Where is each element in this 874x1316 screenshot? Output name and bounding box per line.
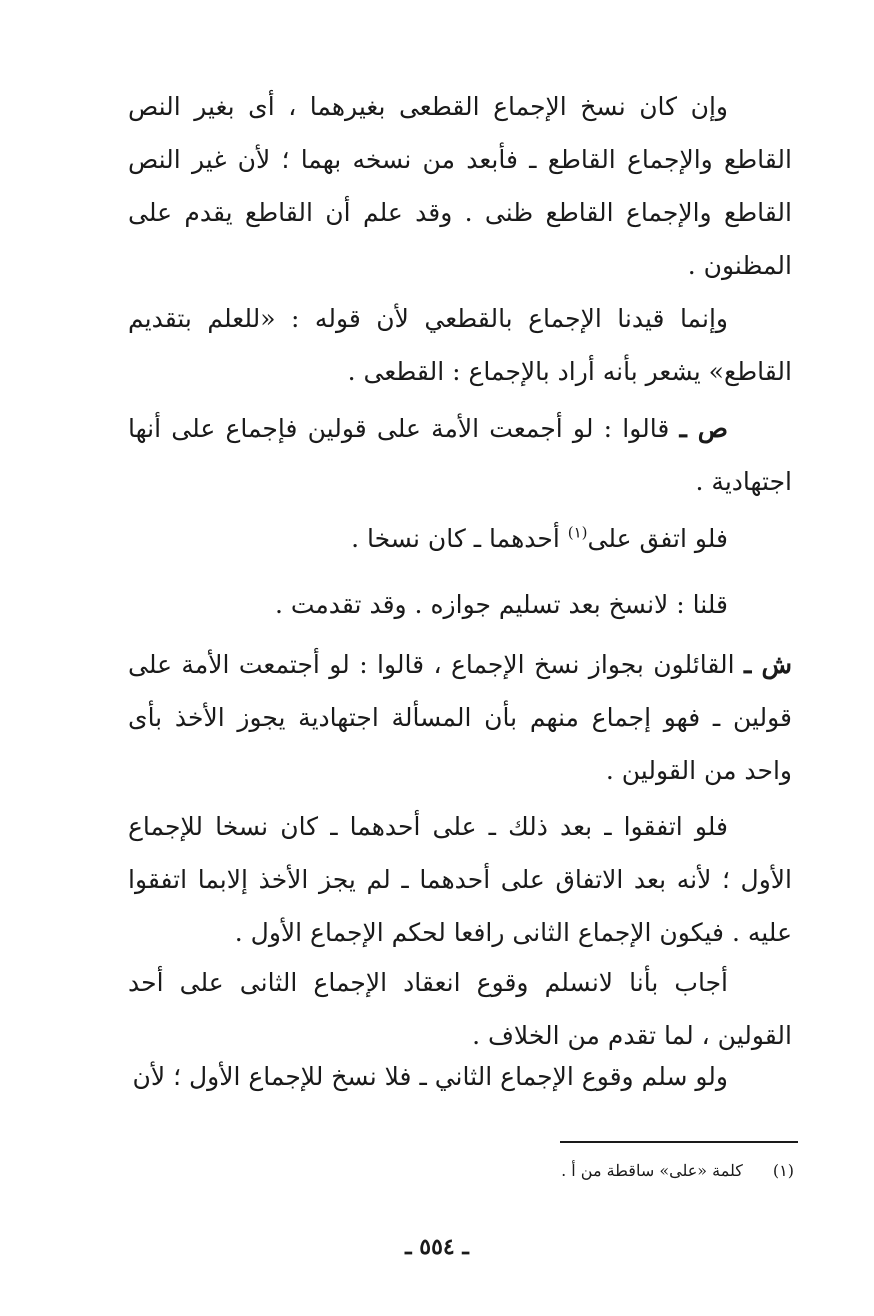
footnote-number: (١)	[772, 1161, 794, 1180]
paragraph-7	[128, 800, 792, 959]
paragraph-4	[128, 512, 792, 565]
paragraph-text: فلو اتفقوا ـ بعد ذلك ـ على أحدهما ـ كان نسخا للإجماع الأول ؛ لأنه بعد الاتفاق على أحدهما ـ لم يجز الأخذ إلابما اتفقوا عليه . فيكون الإجماع الثانى رافعا لحكم الإجماع الأول .	[128, 812, 792, 947]
paragraph-6	[128, 638, 792, 797]
paragraph-text: وإنما قيدنا الإجماع بالقطعي لأن قوله : «للعلم بتقديم القاطع» يشعر بأنه أراد بالإجماع : القطعى .	[128, 304, 792, 386]
section-marker: ش ـ	[744, 650, 793, 679]
paragraph-text	[128, 512, 792, 565]
paragraph-text	[128, 402, 792, 508]
paragraph-body-after: أحدهما ـ كان نسخا .	[351, 524, 560, 553]
footnote-divider	[560, 1141, 798, 1143]
paragraph-text: قلنا : لانسخ بعد تسليم جوازه . وقد تقدمت .	[274, 590, 728, 619]
page-number: ـ ٥٥٤ ـ	[405, 1234, 469, 1260]
footnote-reference[interactable]: (١)	[567, 523, 588, 542]
section-marker: ص ـ	[679, 414, 728, 443]
paragraph-1	[128, 80, 792, 292]
paragraph-5	[128, 578, 792, 631]
paragraph-3	[128, 402, 792, 508]
paragraph-text: أجاب بأنا لانسلم وقوع انعقاد الإجماع الثانى على أحد القولين ، لما تقدم من الخلاف .	[128, 968, 792, 1050]
footnote	[374, 1158, 794, 1184]
paragraph-2	[128, 292, 792, 398]
paragraph-9	[128, 1050, 792, 1103]
paragraph-text: ولو سلم وقوع الإجماع الثاني ـ فلا نسخ للإجماع الأول ؛ لأن	[132, 1062, 728, 1091]
paragraph-body: قالوا : لو أجمعت الأمة على قولين فإجماع على أنها اجتهادية .	[128, 414, 792, 496]
paragraph-text: وإن كان نسخ الإجماع القطعى بغيرهما ، أى بغير النص القاطع والإجماع القاطع ـ فأبعد من نسخه بهما ؛ لأن غير النص القاطع والإجماع القاطع ظنى . وقد علم أن القاطع يقدم على المظنون .	[128, 92, 792, 280]
paragraph-8	[128, 956, 792, 1062]
paragraph-text	[128, 638, 792, 797]
footnote-text: كلمة «على» ساقطة من أ .	[561, 1161, 743, 1180]
paragraph-body: القائلون بجواز نسخ الإجماع ، قالوا : لو أجتمعت الأمة على قولين ـ فهو إجماع منهم بأن المسألة اجتهادية يجوز الأخذ بأى واحد من القولين .	[128, 650, 792, 785]
paragraph-body-before: فلو اتفق على	[587, 524, 728, 553]
